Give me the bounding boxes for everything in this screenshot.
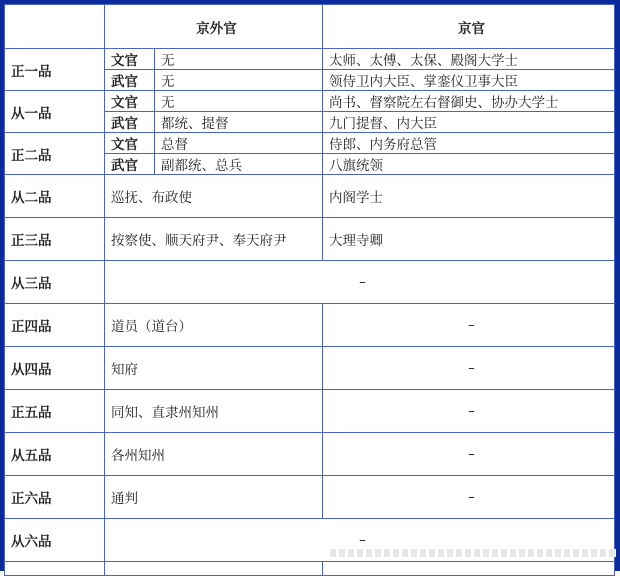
rank-label: 从五品 [5,433,105,476]
cell-jing: 侍郎、内务府总管 [323,133,615,154]
header-corner-cell [5,5,105,49]
cell-jingwai: 无 [155,49,323,70]
cell-jing: 领侍卫内大臣、掌銮仪卫事大臣 [323,70,615,91]
table-row [5,304,615,347]
rank-label: 从三品 [5,261,105,304]
header-jing: 京官 [323,5,615,49]
sub-label-wu: 武官 [105,154,155,175]
cell-jing: – [323,476,615,519]
cell-jing-cut [323,562,615,576]
sub-label-wu: 武官 [105,70,155,91]
cell-merged-empty: – [105,261,615,304]
table-row-partial [5,562,615,576]
cell-jing: 九门提督、内大臣 [323,112,615,133]
cell-jingwai: 各州知州 [105,433,323,476]
table-row [5,91,615,112]
table-row [5,433,615,476]
cell-jingwai: 按察使、顺天府尹、奉天府尹 [105,218,323,261]
rank-label: 正四品 [5,304,105,347]
sub-label-wu: 武官 [105,112,155,133]
watermark-band [330,549,616,557]
cell-jingwai: 副都统、总兵 [155,154,323,175]
table-row [5,476,615,519]
table-row [5,133,615,154]
rank-label: 正三品 [5,218,105,261]
table-row [5,390,615,433]
cell-jingwai: 通判 [105,476,323,519]
table-row [5,347,615,390]
cell-jingwai: 无 [155,70,323,91]
cell-jing: 八旗统领 [323,154,615,175]
cell-jingwai: 知府 [105,347,323,390]
cell-jing: 大理寺卿 [323,218,615,261]
cell-jingwai: 都统、提督 [155,112,323,133]
cell-jingwai: 总督 [155,133,323,154]
cell-jing: 内阁学士 [323,175,615,218]
rank-label: 从二品 [5,175,105,218]
rank-label: 正五品 [5,390,105,433]
cell-jing: – [323,390,615,433]
header-jingwai: 京外官 [105,5,323,49]
cell-jingwai: 巡抚、布政使 [105,175,323,218]
rank-label: 正二品 [5,133,105,175]
cell-jing: – [323,433,615,476]
cell-jingwai-cut [105,562,323,576]
table-row [5,218,615,261]
table-row [5,261,615,304]
sub-label-wen: 文官 [105,91,155,112]
cell-jingwai: 同知、直隶州知州 [105,390,323,433]
cell-jing: – [323,347,615,390]
sub-label-wen: 文官 [105,133,155,154]
table-row [5,175,615,218]
table-row [5,49,615,70]
rank-label-cut [5,562,105,576]
cell-jing: 太师、太傅、太保、殿阁大学士 [323,49,615,70]
rank-label: 从四品 [5,347,105,390]
rank-label: 从六品 [5,519,105,562]
sub-label-wen: 文官 [105,49,155,70]
header-row [5,5,615,49]
official-rank-table [4,4,615,576]
cell-jingwai: 无 [155,91,323,112]
rank-label: 从一品 [5,91,105,133]
cell-jingwai: 道员（道台） [105,304,323,347]
rank-label: 正一品 [5,49,105,91]
cell-merged-empty: – [105,519,615,562]
cell-jing: – [323,304,615,347]
rank-label: 正六品 [5,476,105,519]
cell-jing: 尚书、督察院左右督御史、协办大学士 [323,91,615,112]
